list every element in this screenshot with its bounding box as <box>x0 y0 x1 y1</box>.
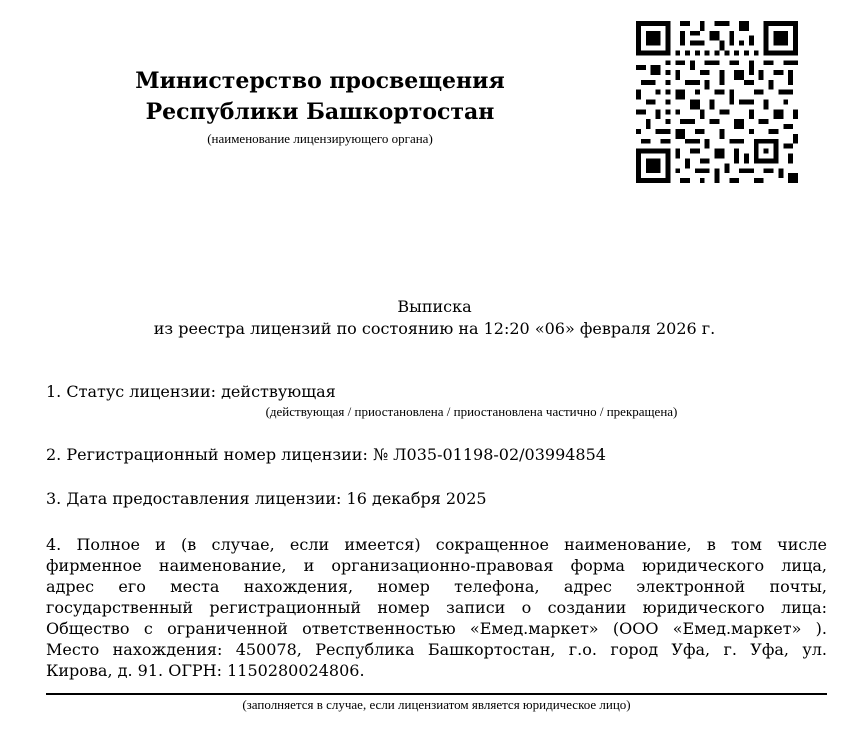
issuer-name-line-2: Республики Башкортостан <box>145 99 495 125</box>
issue-date-text: 3. Дата предоставления лицензии: 16 декабря 2025 <box>46 489 487 508</box>
document-title-line-2: из реестра лицензий по состоянию на 12:20 «06» февраля 2026 г. <box>153 319 716 338</box>
license-status-section <box>46 381 827 420</box>
licensee-line-5: Общество с ограниченной ответственностью «Емед.маркет» (ООО «Емед.маркет» ). <box>46 619 827 638</box>
license-status-text: 1. Статус лицензии: действующая <box>46 382 336 401</box>
registration-number-text: 2. Регистрационный номер лицензии: № Л035-01198-02/03994854 <box>46 445 606 464</box>
qr-code-icon <box>636 21 798 183</box>
issuer-caption: (наименование лицензирующего органа) <box>207 131 433 146</box>
licensee-line-6: Место нахождения: 450078, Республика Башкортостан, г.о. город Уфа, г. Уфа, ул. <box>46 640 827 659</box>
registration-number-section <box>46 444 827 465</box>
licensee-line-2: фирменное наименование, и организационно-правовая форма юридического лица, <box>46 556 827 575</box>
licensee-line-3: адрес его места нахождения, номер телефона, адрес электронной почты, <box>46 577 827 596</box>
issue-date-section <box>46 488 827 509</box>
document-title-line-1: Выписка <box>397 297 472 316</box>
licensee-caption: (заполняется в случае, если лицензиатом является юридическое лицо) <box>242 697 631 712</box>
licensee-section <box>46 534 827 681</box>
underline-divider <box>46 693 827 695</box>
document-title <box>40 296 829 340</box>
license-status-caption: (действующая / приостановлена / приостановлена частично / прекращена) <box>265 404 678 419</box>
issuer-block <box>60 66 580 147</box>
licensee-line-1: 4. Полное и (в случае, если имеется) сокращенное наименование, в том числе <box>46 535 827 554</box>
issuer-name-line-1: Министерство просвещения <box>135 68 505 94</box>
licensee-line-7: Кирова, д. 91. ОГРН: 1150280024806. <box>46 661 365 680</box>
licensee-line-4: государственный регистрационный номер записи о создании юридического лица: <box>46 598 827 617</box>
